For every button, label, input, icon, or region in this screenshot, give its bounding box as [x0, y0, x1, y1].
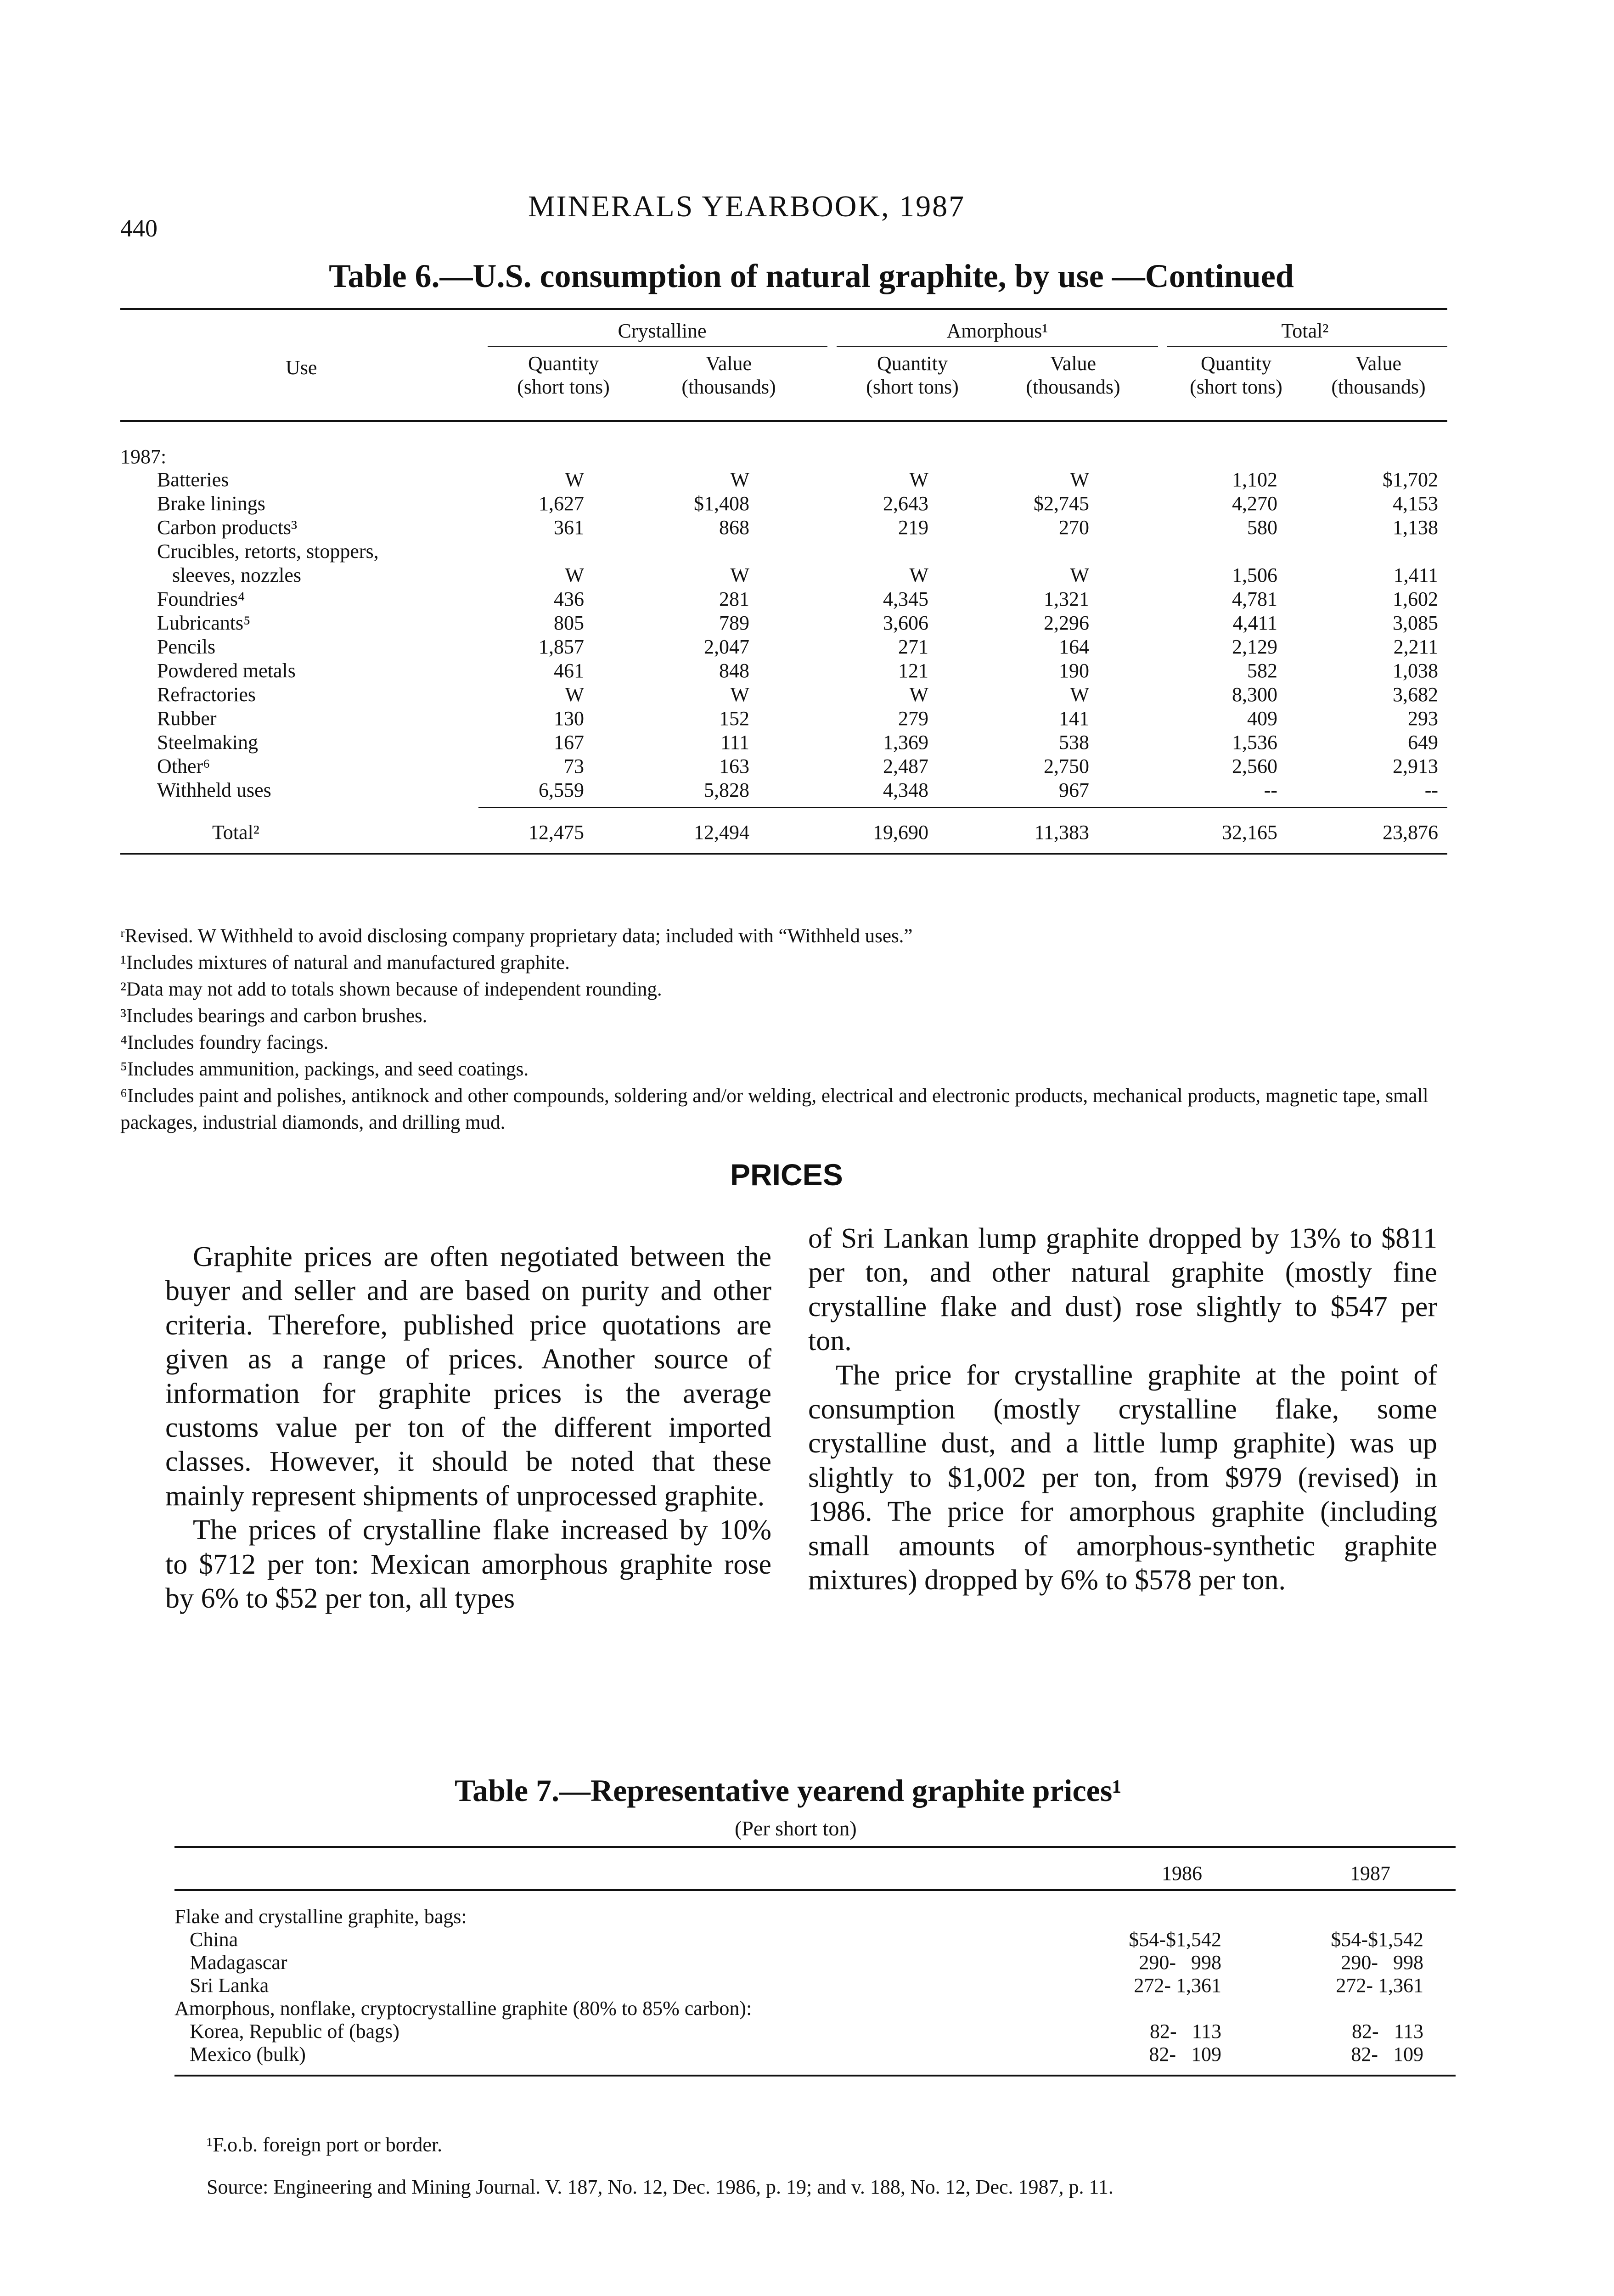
cell-cv: 152 — [719, 707, 749, 730]
table-7-body — [174, 1891, 1456, 2075]
total-row — [120, 821, 1447, 844]
table-row — [120, 754, 1447, 777]
table-row — [174, 1928, 1456, 1951]
cell-tq: 8,300 — [1232, 683, 1277, 706]
row-label: Foundries⁴ — [157, 588, 245, 610]
cell-tq: 2,129 — [1232, 636, 1277, 658]
table-7-footnote: ¹F.o.b. foreign port or border. — [207, 2133, 443, 2156]
sub-quantity-text: Quantity (short tons) — [1190, 352, 1282, 398]
row-label: Powdered metals — [157, 659, 296, 682]
cell-cq: 1,857 — [539, 636, 584, 658]
footnote: ʳRevised. W Withheld to avoid disclosing company proprietary data; included with “Withheld uses.” — [120, 925, 913, 947]
cell-tv: 3,085 — [1393, 612, 1438, 634]
table-6-header — [120, 310, 1447, 420]
sub-value-text: Value (thousands) — [1331, 352, 1426, 398]
table-row — [120, 659, 1447, 682]
table-6-title: Table 6.—U.S. consumption of natural graphite, by use —Continued — [329, 258, 1294, 294]
running-title: MINERALS YEARBOOK, 1987 — [528, 190, 966, 223]
table-bottom-rule — [174, 2075, 1456, 2077]
page-number: 440 — [120, 214, 157, 242]
table-6 — [120, 257, 1447, 849]
cell-v87: 290- 998 — [1341, 1951, 1423, 1974]
cell-tv: 2,211 — [1393, 636, 1438, 658]
cell-cq: 461 — [554, 659, 584, 682]
sub-value — [653, 352, 804, 399]
row-label: Refractories — [157, 683, 256, 706]
row-label: Amorphous, nonflake, cryptocrystalline graphite (80% to 85% carbon): — [174, 1997, 752, 2020]
cell-cv: 281 — [719, 588, 749, 610]
cell-cq: 6,559 — [539, 779, 584, 801]
section-heading: PRICES — [730, 1158, 843, 1192]
cell-cv: $1,408 — [694, 492, 749, 515]
table-7-source: Source: Engineering and Mining Journal. V. 187, No. 12, Dec. 1986, p. 19; and v. 188, No. 12, Dec. 1987, p. 11. — [207, 2175, 1113, 2198]
table-row — [120, 492, 1447, 515]
table-row — [120, 611, 1447, 634]
table-row — [174, 1974, 1456, 1997]
paragraph: The prices of crystalline flake increased by 10% to $712 per ton: Mexican amorphous graphite rose by 6% to $52 per ton, all types — [165, 1514, 771, 1614]
sub-quantity — [837, 352, 988, 399]
cell-cv: 868 — [719, 516, 749, 539]
text-column-right — [808, 1221, 1437, 1597]
cell-aq: W — [909, 564, 928, 586]
row-label: China — [174, 1928, 238, 1951]
total-cell-tq: 32,165 — [1222, 821, 1277, 844]
table-7-subtitle: (Per short ton) — [735, 1817, 857, 1840]
cell-tq: 1,102 — [1232, 468, 1277, 491]
year-label: 1987: — [120, 445, 167, 468]
cell-tq: 580 — [1247, 516, 1277, 539]
cell-tv: 1,602 — [1393, 588, 1438, 610]
cell-tq: 1,536 — [1232, 731, 1277, 754]
cell-av: 538 — [1059, 731, 1089, 754]
row-label: Carbon products³ — [157, 516, 298, 539]
cell-tv: 4,153 — [1393, 492, 1438, 515]
table-6-footnotes — [120, 923, 1452, 1136]
col-use-header: Use — [286, 356, 317, 379]
table-row — [120, 540, 1447, 563]
cell-cq: 73 — [564, 755, 584, 777]
sub-quantity — [488, 352, 639, 399]
sub-quantity — [1163, 352, 1310, 399]
table-row — [120, 707, 1447, 730]
cell-v86: 82- 113 — [1149, 2020, 1221, 2043]
group-crystalline: Crystalline — [618, 320, 707, 342]
cell-cq: 167 — [554, 731, 584, 754]
cell-av: 190 — [1059, 659, 1089, 682]
cell-av: W — [1070, 683, 1089, 706]
sub-value — [997, 352, 1149, 399]
cell-aq: 3,606 — [883, 612, 928, 634]
table-row — [174, 1951, 1456, 1974]
col-1986-header: 1986 — [1162, 1862, 1202, 1885]
table-7-title: Table 7.—Representative yearend graphite prices¹ — [455, 1773, 1122, 1808]
cell-v86: 82- 109 — [1149, 2043, 1221, 2065]
cell-tq: 409 — [1247, 707, 1277, 730]
cell-tq: 4,411 — [1232, 612, 1277, 634]
cell-av: 270 — [1059, 516, 1089, 539]
table-row — [174, 2043, 1456, 2065]
total-cell-av: 11,383 — [1034, 821, 1089, 844]
row-label: Korea, Republic of (bags) — [174, 2020, 399, 2043]
cell-tq: 4,270 — [1232, 492, 1277, 515]
cell-cv: 163 — [719, 755, 749, 777]
group-rule — [1167, 346, 1447, 347]
total-cell-cv: 12,494 — [694, 821, 749, 844]
cell-cv: 848 — [719, 659, 749, 682]
sub-quantity-text: Quantity (short tons) — [517, 352, 610, 398]
group-total: Total² — [1281, 320, 1329, 342]
cell-cq: 805 — [554, 612, 584, 634]
cell-tv: 1,038 — [1393, 659, 1438, 682]
cell-cq: 361 — [554, 516, 584, 539]
cell-tv: 293 — [1408, 707, 1438, 730]
total-label: Total² — [212, 821, 259, 844]
table-row — [120, 731, 1447, 754]
cell-tq: 582 — [1247, 659, 1277, 682]
row-label: Sri Lanka — [174, 1974, 269, 1997]
group-amorphous: Amorphous¹ — [946, 320, 1048, 342]
row-label: Steelmaking — [157, 731, 258, 754]
group-rule — [488, 346, 827, 347]
table-6-body — [120, 422, 1447, 849]
table-7-header — [174, 1848, 1456, 1889]
table-row — [174, 2020, 1456, 2043]
cell-cq: 1,627 — [539, 492, 584, 515]
sub-value — [1310, 352, 1447, 399]
col-1987-header: 1987 — [1350, 1862, 1390, 1885]
footnote: ¹Includes mixtures of natural and manufactured graphite. — [120, 952, 570, 974]
cell-aq: 4,345 — [883, 588, 928, 610]
table-row — [120, 563, 1447, 586]
year-row — [120, 445, 1447, 468]
row-label: Rubber — [157, 707, 217, 730]
footnote: ²Data may not add to totals shown because of independent rounding. — [120, 979, 662, 1001]
cell-v87: 82- 109 — [1351, 2043, 1423, 2065]
row-label: Mexico (bulk) — [174, 2043, 306, 2065]
row-label: Crucibles, retorts, stoppers, — [157, 540, 379, 563]
paragraph: of Sri Lankan lump graphite dropped by 13% to $811 per ton, and other natural graphite (mostly fine crystalline flake and dust) rose slightly to $547 per ton. — [808, 1223, 1437, 1357]
cell-tv: -- — [1424, 779, 1438, 801]
table-row — [174, 1905, 1456, 1928]
table-row — [120, 778, 1447, 801]
cell-cv: 111 — [720, 731, 749, 754]
cell-cv: W — [730, 683, 749, 706]
cell-cq: 436 — [554, 588, 584, 610]
cell-cq: W — [565, 683, 584, 706]
table-row — [120, 635, 1447, 658]
cell-aq: 279 — [898, 707, 928, 730]
paragraph: Graphite prices are often negotiated between the buyer and seller and are based on purity and other criteria. Therefore, published price quotations are given as a range of prices. Another source of information for graphite prices is the average customs value per ton of the different imported classes. However, it should be noted that these mainly represent shipments of unprocessed graphite. — [165, 1241, 771, 1512]
cell-av: 2,750 — [1044, 755, 1089, 777]
table-row — [120, 516, 1447, 539]
table-row — [120, 587, 1447, 610]
footnote: ³Includes bearings and carbon brushes. — [120, 1005, 427, 1027]
total-rule — [478, 807, 1447, 808]
row-label: Madagascar — [174, 1951, 287, 1974]
sub-value-text: Value (thousands) — [681, 352, 776, 398]
cell-av: 2,296 — [1044, 612, 1089, 634]
row-label: Other⁶ — [157, 755, 210, 777]
sub-quantity-text: Quantity (short tons) — [866, 352, 959, 398]
row-label: Withheld uses — [157, 779, 271, 801]
cell-av: $2,745 — [1034, 492, 1089, 515]
cell-cv: W — [730, 564, 749, 586]
cell-cv: 789 — [719, 612, 749, 634]
cell-av: W — [1070, 564, 1089, 586]
cell-tv: 649 — [1408, 731, 1438, 754]
cell-v86: 290- 998 — [1139, 1951, 1221, 1974]
table-row — [174, 1997, 1456, 2020]
cell-v87: 272- 1,361 — [1336, 1974, 1423, 1997]
row-label: Pencils — [157, 636, 216, 658]
table-7-notes — [207, 2131, 1113, 2201]
cell-aq: 219 — [898, 516, 928, 539]
text-column-left — [165, 1240, 771, 1615]
total-cell-cq: 12,475 — [529, 821, 584, 844]
cell-tq: 2,560 — [1232, 755, 1277, 777]
paragraph: The price for crystalline graphite at the point of consumption (mostly crystalline flake, some crystalline dust, and a little lump graphite) was up slightly to $1,002 per ton, from $979 (revised) in 1986. The price for amorphous graphite (including small amounts of amorphous-synthetic graphite mixtures) dropped by 6% to $578 per ton. — [808, 1359, 1437, 1596]
total-cell-tv: 23,876 — [1383, 821, 1438, 844]
cell-v86: 272- 1,361 — [1134, 1974, 1221, 1997]
group-rule — [837, 346, 1158, 347]
footnote: ⁴Includes foundry facings. — [120, 1032, 329, 1054]
cell-aq: 2,643 — [883, 492, 928, 515]
cell-tv: $1,702 — [1383, 468, 1438, 491]
row-label: Batteries — [157, 468, 229, 491]
cell-tq: -- — [1264, 779, 1277, 801]
row-label: Lubricants⁵ — [157, 612, 251, 634]
cell-tv: 1,411 — [1393, 564, 1438, 586]
cell-v86: $54-$1,542 — [1129, 1928, 1221, 1951]
table-row — [120, 468, 1447, 491]
cell-v87: 82- 113 — [1351, 2020, 1423, 2043]
cell-aq: 4,348 — [883, 779, 928, 801]
total-cell-aq: 19,690 — [873, 821, 928, 844]
cell-av: 967 — [1059, 779, 1089, 801]
cell-aq: 271 — [898, 636, 928, 658]
cell-av: 141 — [1059, 707, 1089, 730]
row-label: Brake linings — [157, 492, 265, 515]
row-label: Flake and crystalline graphite, bags: — [174, 1905, 467, 1928]
footnote: ⁶Includes paint and polishes, antiknock and other compounds, soldering and/or welding, electrical and electronic products, mechanical products, magnetic tape, small packages, industrial diamonds, and drilling mud. — [120, 1085, 1428, 1134]
row-label: sleeves, nozzles — [157, 564, 301, 586]
cell-aq: 2,487 — [883, 755, 928, 777]
table-bottom-rule — [120, 853, 1447, 855]
cell-tv: 2,913 — [1393, 755, 1438, 777]
cell-cv: 5,828 — [704, 779, 749, 801]
cell-av: 1,321 — [1044, 588, 1089, 610]
cell-tv: 1,138 — [1393, 516, 1438, 539]
cell-tq: 4,781 — [1232, 588, 1277, 610]
table-row — [120, 683, 1447, 706]
cell-tq: 1,506 — [1232, 564, 1277, 586]
table-7 — [174, 1846, 1456, 2077]
cell-tv: 3,682 — [1393, 683, 1438, 706]
cell-aq: 121 — [898, 659, 928, 682]
cell-v87: $54-$1,542 — [1331, 1928, 1423, 1951]
cell-av: W — [1070, 468, 1089, 491]
sub-value-text: Value (thousands) — [1026, 352, 1120, 398]
cell-av: 164 — [1059, 636, 1089, 658]
cell-cv: W — [730, 468, 749, 491]
cell-aq: 1,369 — [883, 731, 928, 754]
cell-cv: 2,047 — [704, 636, 749, 658]
cell-aq: W — [909, 468, 928, 491]
cell-aq: W — [909, 683, 928, 706]
footnote: ⁵Includes ammunition, packings, and seed coatings. — [120, 1058, 529, 1080]
cell-cq: W — [565, 564, 584, 586]
cell-cq: W — [565, 468, 584, 491]
cell-cq: 130 — [554, 707, 584, 730]
